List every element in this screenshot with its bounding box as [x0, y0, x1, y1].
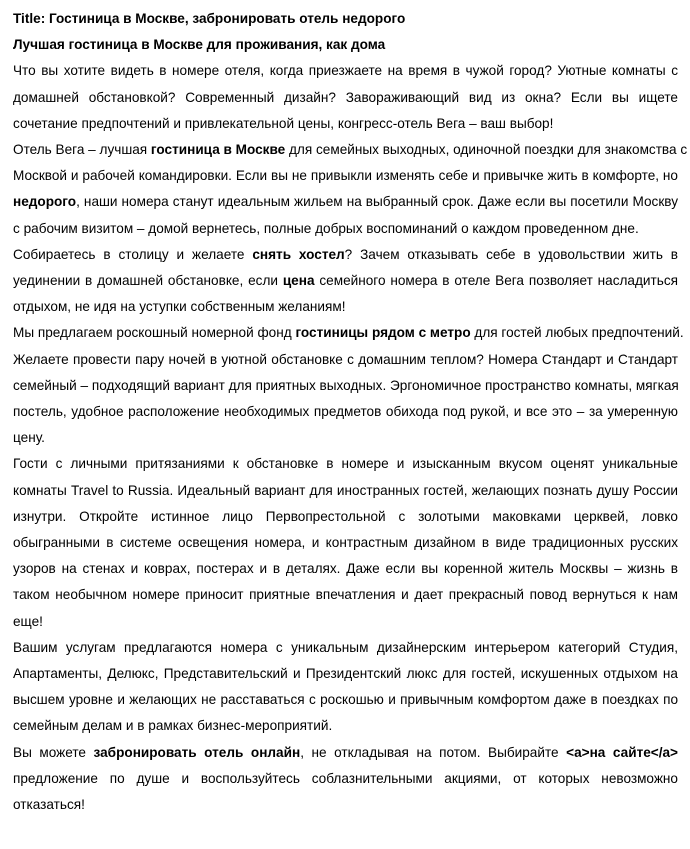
text-run: высшем уровне и желающих не расставаться с роскошью и привычным комфортом даже в поездках по [13, 692, 678, 708]
document-title: Title: Гостиница в Москве, забронировать отель недорого [13, 11, 406, 26]
text-line [13, 740, 678, 766]
text-run: Мы предлагаем роскошный номерной фонд [13, 325, 296, 341]
text-line [13, 111, 678, 137]
document-body [13, 58, 688, 818]
text-line [13, 504, 678, 530]
text-run: предложение по душе и воспользуйтесь соблазнительными акциями, от которых невозможно [13, 770, 678, 786]
text-run: семейным делам и в рамках бизнес-мероприятий. [13, 718, 333, 734]
text-line [13, 163, 678, 189]
text-run: отдыхом, не идя на уступки собственным желаниям! [13, 299, 346, 315]
text-run: комнаты Travel to Russia. Идеальный вариант для иностранных гостей, желающих познать душу России [13, 482, 678, 498]
bold-keyword: недорого [13, 194, 77, 210]
text-run: Желаете провести пару ночей в уютной обстановке с домашним теплом? Номера Стандарт и Стандарт [13, 351, 678, 367]
bold-keyword: снять хостел [252, 246, 345, 262]
text-run: сочетание предпочтений и привлекательной цены, конгресс-отель Вега – ваш выбор! [13, 115, 554, 131]
paragraph [13, 635, 678, 740]
text-line [13, 661, 678, 687]
text-line [13, 609, 678, 635]
text-run: изнутри. Откройте истинное лицо Первопрестольной с золотыми маковками церквей, ловко [13, 508, 678, 524]
text-run: узоров на стенах и коврах, постерах и в деталях. Даже если вы коренной житель Москвы – жизнь в [13, 561, 678, 577]
text-run: Собираетесь в столицу и желаете [13, 246, 253, 262]
text-line [13, 399, 678, 425]
text-line [13, 268, 678, 294]
text-run: обыгранными в системе освещения номера, и контрастным дизайном в виде традиционных русских [13, 535, 678, 551]
text-run: уединении в домашней обстановке, если [13, 273, 283, 289]
text-run: Вашим услугам предлагаются номера с уникальным дизайнерским интерьером категорий Студия, [13, 639, 678, 655]
text-run: Гости с личными притязаниями к обстановке в номере и изысканным вкусом оценят уникальные [13, 456, 678, 472]
paragraph [13, 740, 678, 819]
text-run: Вы можете [13, 744, 94, 760]
text-line [13, 687, 678, 713]
text-line [13, 425, 678, 451]
text-run: с рабочим визитом – домой вернетесь, полные добрых воспоминаний о каждом проведенном дне. [13, 220, 639, 236]
text-run: , наши номера станут идеальным жильем на выбранный срок. Даже если вы посетили Москву [76, 194, 678, 210]
text-run: цену. [13, 430, 45, 446]
text-run: отказаться! [13, 797, 85, 813]
text-run: Что вы хотите видеть в номере отеля, когда приезжаете на время в чужой город? Уютные комнаты с [13, 63, 678, 79]
text-run: еще! [13, 613, 43, 629]
text-line [13, 451, 678, 477]
text-line [13, 85, 678, 111]
text-line [13, 582, 678, 608]
text-line [13, 216, 678, 242]
text-line [13, 792, 678, 818]
text-line [13, 713, 678, 739]
text-run: постель, удобное расположение необходимых предметов обихода под рукой, и все это – за умеренную [13, 404, 678, 420]
text-run: Апартаменты, Делюкс, Представительский и Президентский люкс для гостей, искушенных отдыхом на [13, 666, 678, 682]
bold-keyword: <a>на сайте</a> [566, 744, 678, 760]
text-line [13, 478, 678, 504]
paragraph [13, 320, 684, 451]
paragraph [13, 242, 678, 321]
text-run: Москвой и рабочей командировки. Если вы не привыкли изменять себе и привычке жить в комфорте, но [13, 168, 678, 184]
text-line [13, 373, 678, 399]
text-run: семейный – подходящий вариант для приятных выходных. Эргономичное пространство комнаты, мягкая [13, 377, 679, 393]
text-line [13, 137, 688, 163]
text-line [13, 189, 678, 215]
bold-keyword: цена [282, 273, 315, 289]
text-run: для семейных выходных, одиночной поездки для знакомства с [285, 142, 688, 158]
text-run: ? Зачем отказывать себе в удовольствии жить в [344, 246, 678, 262]
text-run: семейного номера в отеле Вега позволяет насладиться [314, 273, 678, 289]
text-line [13, 766, 678, 792]
text-line [13, 320, 684, 346]
text-line [13, 347, 678, 373]
bold-keyword: гостиницы рядом с метро [295, 325, 471, 341]
text-run: для гостей любых предпочтений. [470, 325, 684, 341]
paragraph [13, 451, 678, 634]
paragraph [13, 137, 688, 242]
text-line [13, 556, 678, 582]
text-run: Отель Вега – лучшая [13, 142, 151, 158]
bold-keyword: забронировать отель онлайн [93, 744, 301, 760]
text-line [13, 58, 678, 84]
text-run: , не откладывая на потом. Выбирайте [300, 744, 567, 760]
bold-keyword: гостиница в Москве [150, 142, 286, 158]
text-line [13, 530, 678, 556]
text-line [13, 635, 678, 661]
paragraph [13, 58, 678, 137]
text-run: таком необычном номере приносит приятные впечатления и дает прекрасный повод вернуться к нам [13, 587, 678, 603]
text-line [13, 294, 678, 320]
document-subtitle: Лучшая гостиница в Москве для проживания, как дома [13, 37, 386, 53]
text-run: домашней обстановкой? Современный дизайн? Завораживающий вид из окна? Если вы ищете [13, 89, 678, 105]
text-line [13, 242, 678, 268]
